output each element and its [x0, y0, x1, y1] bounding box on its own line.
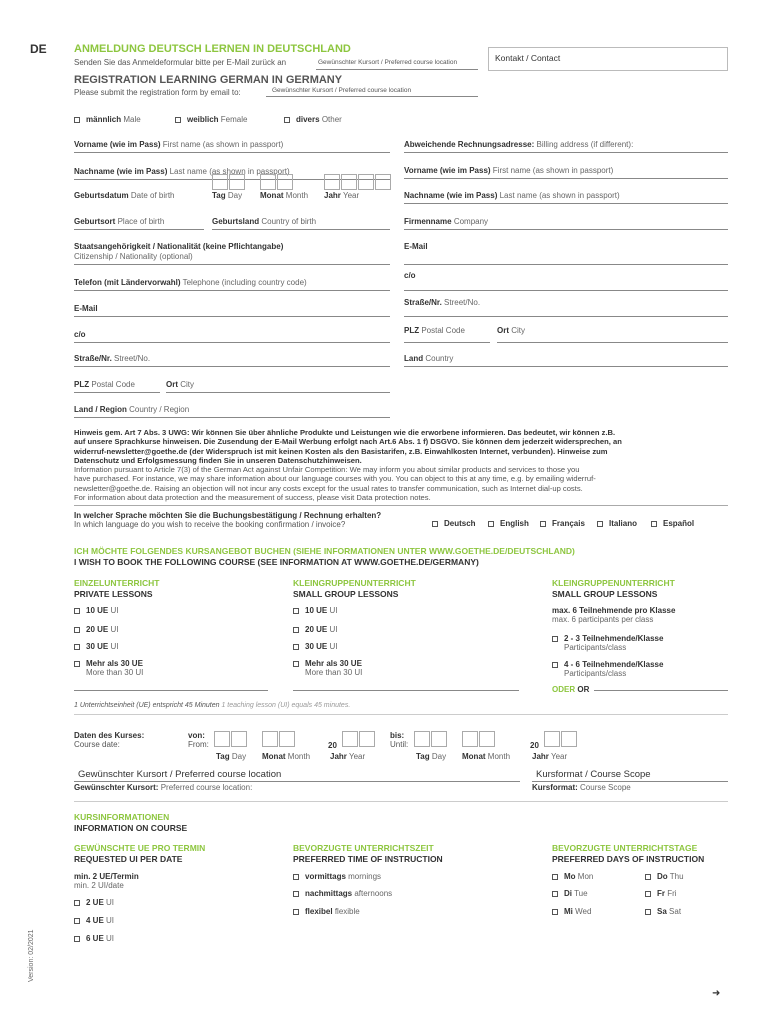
private-opt-more[interactable]: Mehr als 30 UE [74, 659, 143, 668]
group-participants-46[interactable]: 4 - 6 Teilnehmende/Klasse [552, 660, 663, 669]
billing-postal-input[interactable] [404, 342, 490, 343]
from-month-input[interactable] [262, 731, 296, 747]
dob-day-input[interactable] [212, 174, 246, 190]
from-label-en: From: [188, 740, 209, 749]
firstname-field-label: Vorname (wie im Pass) First name (as shown in passport) [74, 140, 284, 149]
location-select-de[interactable]: Gewünschter Kursort / Preferred course location [318, 59, 458, 66]
dates-label: Daten des Kurses: [74, 731, 145, 740]
phone-input[interactable] [74, 290, 390, 291]
co-label: c/o [74, 330, 86, 339]
time-title-en: PREFERRED TIME OF INSTRUCTION [293, 854, 443, 864]
from-label: von: [188, 731, 205, 740]
private-title-en: PRIVATE LESSONS [74, 589, 153, 599]
gender-female[interactable]: weiblich Female [175, 115, 247, 124]
private-opt-10[interactable]: 10 UE UI [74, 606, 118, 615]
billing-label: Abweichende Rechnungsadresse: Billing address (if different): [404, 140, 634, 149]
max6-label-en: max. 6 participants per class [552, 615, 654, 624]
title-de: ANMELDUNG DEUTSCH LERNEN IN DEUTSCHLAND [74, 43, 351, 55]
street-input[interactable] [74, 366, 390, 367]
from-month-label: Monat Month [262, 752, 311, 761]
email-input[interactable] [74, 316, 390, 317]
lang-option-italiano[interactable]: Italiano [597, 519, 637, 528]
group-participants-46-en: Participants/class [564, 669, 627, 678]
course-format-label: Kursformat: Course Scope [532, 783, 631, 792]
group-participants-23[interactable]: 2 - 3 Teilnehmende/Klasse [552, 634, 663, 643]
days-title-en: PREFERRED DAYS OF INSTRUCTION [552, 854, 705, 864]
from-year-input[interactable] [342, 731, 376, 747]
city-label: Ort City [166, 380, 195, 389]
until-day-input[interactable] [414, 731, 448, 747]
info-title-en: INFORMATION ON COURSE [74, 823, 188, 833]
ue-opt-2[interactable]: 2 UE UI [74, 898, 114, 907]
billing-country-input[interactable] [404, 366, 728, 367]
day-opt-sa[interactable]: Sa Sat [645, 907, 681, 916]
gender-male[interactable]: männlich Male [74, 115, 141, 124]
gender-diverse[interactable]: divers Other [284, 115, 342, 124]
location-select-en[interactable]: Gewünschter Kursort / Preferred course location [272, 87, 412, 94]
private-opt-30[interactable]: 30 UE UI [74, 642, 118, 651]
citizenship-label-en: Citizenship / Nationality (optional) [74, 252, 193, 261]
billing-lastname-label: Nachname (wie im Pass) Last name (as shown in passport) [404, 191, 620, 200]
group-title-de: KLEINGRUPPENUNTERRICHT [293, 578, 416, 588]
until-month-label: Monat Month [462, 752, 511, 761]
birthplace-label: Geburtsort Place of birth [74, 217, 165, 226]
group-opt-20[interactable]: 20 UE UI [293, 625, 337, 634]
company-input[interactable] [404, 229, 728, 230]
days-title-de: BEVORZUGTE UNTERRICHTSTAGE [552, 843, 698, 853]
day-opt-mo[interactable]: Mo Mon [552, 872, 593, 881]
ue-opt-6[interactable]: 6 UE UI [74, 934, 114, 943]
from-century: 20 [328, 741, 337, 750]
confirmation-question-de: In welcher Sprache möchten Sie die Buchungsbestätigung / Rechnung erhalten? [74, 511, 382, 520]
version-label: Version: 02/2021 [28, 929, 35, 982]
until-month-input[interactable] [462, 731, 496, 747]
dob-label: Geburtsdatum Date of birth [74, 191, 175, 200]
time-opt-flexible[interactable]: flexibel flexible [293, 907, 360, 916]
or-label: ODER OR [552, 685, 590, 694]
lang-option-deutsch[interactable]: Deutsch [432, 519, 476, 528]
group2-title-en: SMALL GROUP LESSONS [552, 589, 658, 599]
group2-title-de: KLEINGRUPPENUNTERRICHT [552, 578, 675, 588]
language-code: DE [30, 42, 47, 56]
min-ue-label: min. 2 UE/Termin [74, 872, 139, 881]
billing-firstname-label: Vorname (wie im Pass) First name (as shown in passport) [404, 166, 614, 175]
course-format-select[interactable]: Kursformat / Course Scope [536, 769, 651, 780]
billing-firstname-input[interactable] [404, 178, 728, 179]
min-ue-label-en: min. 2 UI/date [74, 881, 124, 890]
lang-option-english[interactable]: English [488, 519, 529, 528]
company-label: Firmenname Company [404, 217, 489, 226]
day-opt-fr[interactable]: Fr Fri [645, 889, 677, 898]
group-opt-more[interactable]: Mehr als 30 UE [293, 659, 362, 668]
booking-title-en: I WISH TO BOOK THE FOLLOWING COURSE (SEE INFORMATION AT WWW.GOETHE.DE/GERMANY) [74, 557, 479, 567]
billing-lastname-input[interactable] [404, 203, 728, 204]
dob-month-input[interactable] [260, 174, 294, 190]
until-label: bis: [390, 731, 405, 740]
dob-day-label: Tag Day [212, 191, 243, 200]
postal-label: PLZ Postal Code [74, 380, 135, 389]
time-title-de: BEVORZUGTE UNTERRICHTSZEIT [293, 843, 434, 853]
until-label-en: Until: [390, 740, 409, 749]
booking-title-de: ICH MÖCHTE FOLGENDES KURSANGEBOT BUCHEN (SIEHE INFORMATIONEN UNTER WWW.GOETHE.DE/DEUTSCHLAND) [74, 546, 575, 556]
email-label: E-Mail [74, 304, 98, 313]
private-title-de: EINZELUNTERRICHT [74, 578, 160, 588]
checkbox-diverse[interactable] [284, 117, 290, 123]
lastname-field-label: Nachname (wie im Pass) Last name (as shown in passport) [74, 167, 290, 176]
checkbox-female[interactable] [175, 117, 181, 123]
until-century: 20 [530, 741, 539, 750]
postal-input[interactable] [74, 392, 160, 393]
notice-de: Hinweis gem. Art 7 Abs. 3 UWG: Wir können Sie über ähnliche Produkte und Leistungen wie die erworbene informieren. Das bedeutet, wir können z.B. auf unsere Sprachkurse hinweisen. Die Zusendung der E-Mail Werbung erfolgt nach Art.6 Abs. 1 f) DSGVO. Sie können dem jederzeit widersprechen, an widerruf-newsletter@goethe.de (der Widerspruch ist mit keinen Kosten als den Basistarifen, z.B. Einwahlkosten Internet, verbunden). Hinweise zum Datenschutz und Erfolgsmessung finden Sie in unseren Datenschutzhinweisen. [74, 428, 622, 466]
dob-month-label: Monat Month [260, 191, 309, 200]
per-date-title-de: GEWÜNSCHTE UE PRO TERMIN [74, 843, 206, 853]
billing-street-label: Straße/Nr. Street/No. [404, 298, 481, 307]
billing-city-label: Ort City [497, 326, 526, 335]
billing-street-input[interactable] [404, 316, 728, 317]
group-participants-23-en: Participants/class [564, 643, 627, 652]
city-input[interactable] [166, 392, 390, 393]
birthcountry-label: Geburtsland Country of birth [212, 217, 317, 226]
citizenship-label: Staatsangehörigkeit / Nationalität (keine Pflichtangabe) [74, 242, 284, 251]
birthplace-input[interactable] [74, 229, 204, 230]
street-label: Straße/Nr. Street/No. [74, 354, 151, 363]
lang-option-espanol[interactable]: Español [651, 519, 694, 528]
notice-en: Information pursuant to Article 7(3) of the German Act against Unfair Competition: We may inform you about similar products and services to those you have purchased. For instance, we may share information about our language courses with you. You can object to this at any time, e.g. by emailing widerruf- newsletter@goethe.de. Raising an objection will not incur any costs except for the usual rates to transfer communication, such as Internet dial-up costs. For information about data protection and the measurement of success, please visit Data protection notes. [74, 465, 596, 503]
co-input[interactable] [74, 342, 390, 343]
time-opt-morning[interactable]: vormittags mornings [293, 872, 381, 881]
citizenship-input[interactable] [74, 264, 390, 265]
max6-label: max. 6 Teilnehmende pro Klasse [552, 606, 676, 615]
birthcountry-input[interactable] [212, 229, 390, 230]
billing-email-label: E-Mail [404, 242, 428, 251]
checkbox-male[interactable] [74, 117, 80, 123]
from-day-input[interactable] [214, 731, 248, 747]
day-opt-do[interactable]: Do Thu [645, 872, 684, 881]
until-year-input[interactable] [544, 731, 578, 747]
time-opt-afternoon[interactable]: nachmittags afternoons [293, 889, 392, 898]
dates-label-en: Course date: [74, 740, 120, 749]
lang-option-francais[interactable]: Français [540, 519, 585, 528]
firstname-input[interactable] [74, 152, 390, 153]
course-location-select[interactable]: Gewünschter Kursort / Preferred course location [78, 769, 282, 780]
billing-email-input[interactable] [404, 264, 728, 265]
confirmation-question-en: In which language do you wish to receive the booking confirmation / invoice? [74, 520, 346, 529]
billing-city-input[interactable] [497, 342, 728, 343]
region-input[interactable] [74, 417, 390, 418]
next-page-arrow-icon[interactable]: ➜ [712, 988, 721, 999]
day-opt-di[interactable]: Di Tue [552, 889, 588, 898]
info-title-de: KURSINFORMATIONEN [74, 812, 170, 822]
group-opt-more-en: More than 30 UI [305, 668, 363, 677]
group-opt-30[interactable]: 30 UE UI [293, 642, 337, 651]
billing-country-label: Land Country [404, 354, 454, 363]
from-day-label: Tag Day [216, 752, 247, 761]
per-date-title-en: REQUESTED UI PER DATE [74, 854, 183, 864]
course-location-label: Gewünschter Kursort: Preferred course location: [74, 783, 253, 792]
private-opt-more-en: More than 30 UI [86, 668, 144, 677]
region-label: Land / Region Country / Region [74, 405, 190, 414]
group-title-en: SMALL GROUP LESSONS [293, 589, 399, 599]
until-year-label: Jahr Year [532, 752, 568, 761]
from-year-label: Jahr Year [330, 752, 366, 761]
private-opt-20[interactable]: 20 UE UI [74, 625, 118, 634]
intro-en: Please submit the registration form by email to: [74, 88, 241, 97]
dob-year-input[interactable] [324, 174, 392, 190]
title-en: REGISTRATION LEARNING GERMAN IN GERMANY [74, 74, 343, 86]
footnote: 1 Unterrichtseinheit (UE) entspricht 45 Minuten 1 teaching lesson (UI) equals 45 minutes. [74, 702, 351, 709]
phone-label: Telefon (mit Ländervorwahl) Telephone (including country code) [74, 278, 307, 287]
group-opt-10[interactable]: 10 UE UI [293, 606, 337, 615]
until-day-label: Tag Day [416, 752, 447, 761]
contact-button[interactable]: Kontakt / Contact [488, 47, 728, 71]
intro-de: Senden Sie das Anmeldeformular bitte per E-Mail zurück an [74, 58, 287, 67]
billing-co-label: c/o [404, 271, 416, 280]
billing-co-input[interactable] [404, 290, 728, 291]
dob-year-label: Jahr Year [324, 191, 360, 200]
ue-opt-4[interactable]: 4 UE UI [74, 916, 114, 925]
billing-postal-label: PLZ Postal Code [404, 326, 465, 335]
day-opt-mi[interactable]: Mi Wed [552, 907, 591, 916]
